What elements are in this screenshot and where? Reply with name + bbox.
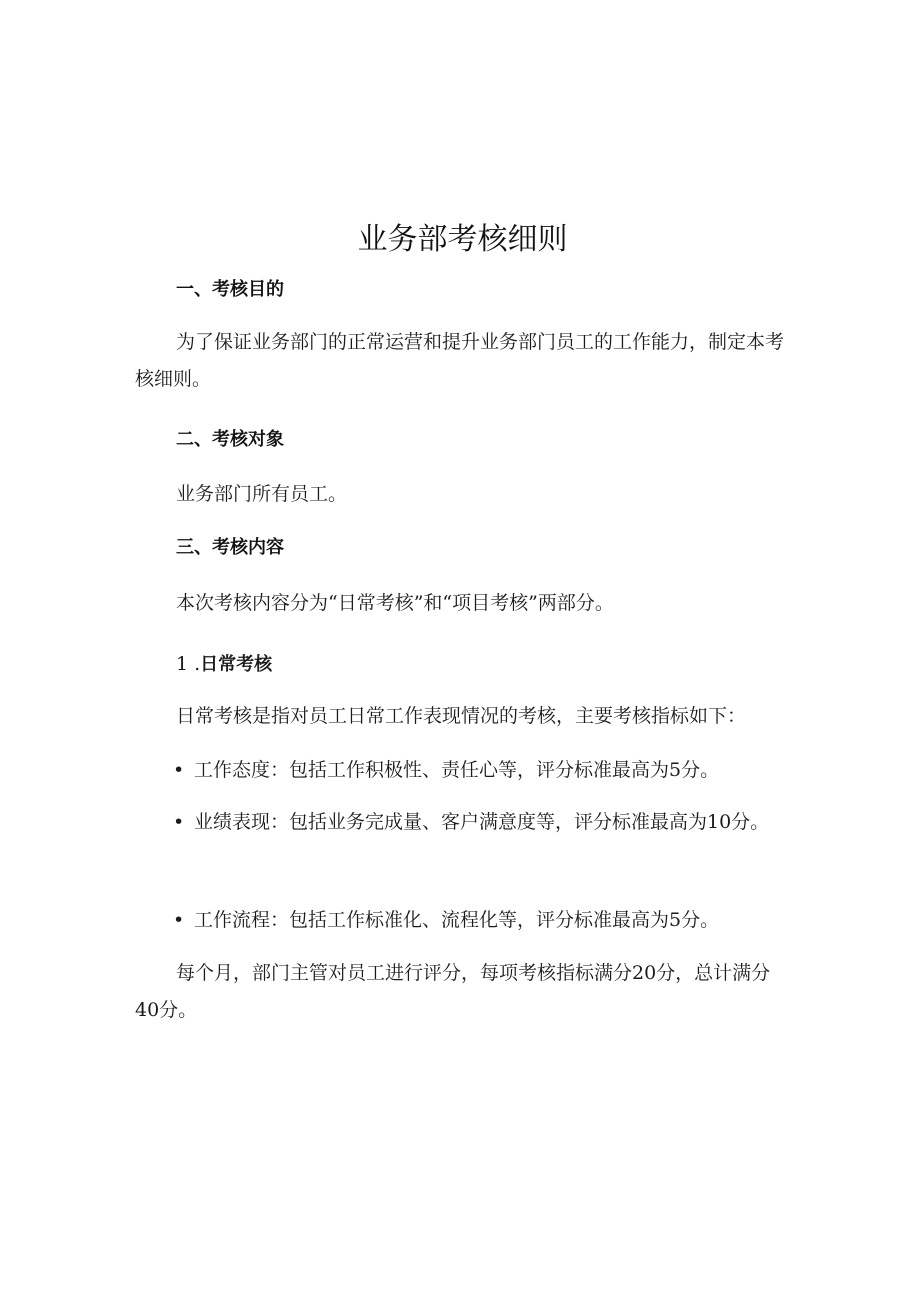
subsection-number: 1 . xyxy=(176,653,201,675)
paragraph-content: 本次考核内容分为“日常考核”和“项目考核”两部分。 xyxy=(176,592,614,614)
list-item-text: 工作态度：包括工作积极性、责任心等，评分标准最高为5分。 xyxy=(194,759,720,781)
paragraph-daily-summary: 每个月，部门主管对员工进行评分，每项考核指标满分20分，总计满分40分。 xyxy=(135,962,771,1021)
paragraph-purpose: 为了保证业务部门的正常运营和提升业务部门员工的工作能力，制定本考核细则。 xyxy=(135,331,785,390)
list-item xyxy=(135,900,785,941)
subsection-heading-daily xyxy=(176,650,272,679)
section-heading-content: 三、考核内容 xyxy=(176,537,284,558)
bullet-mark: • xyxy=(173,909,185,931)
list-item xyxy=(135,750,785,791)
list-item-text: 工作流程：包括工作标准化、流程化等，评分标准最高为5分。 xyxy=(194,909,720,931)
paragraph-daily-intro: 日常考核是指对员工日常工作表现情况的考核，主要考核指标如下： xyxy=(176,705,747,727)
bullet-mark: • xyxy=(173,811,185,833)
section-heading-purpose: 一、考核目的 xyxy=(176,279,284,300)
section-heading-target: 二、考核对象 xyxy=(176,429,284,450)
list-item xyxy=(135,804,785,841)
list-item-text: 业绩表现：包括业务完成量、客户满意度等，评分标准最高为10分。 xyxy=(194,811,770,833)
paragraph-target: 业务部门所有员工。 xyxy=(176,483,348,505)
document-title: 业务部考核细则 xyxy=(357,222,568,257)
subsection-label: 日常考核 xyxy=(200,654,273,675)
bullet-mark: • xyxy=(173,759,185,781)
